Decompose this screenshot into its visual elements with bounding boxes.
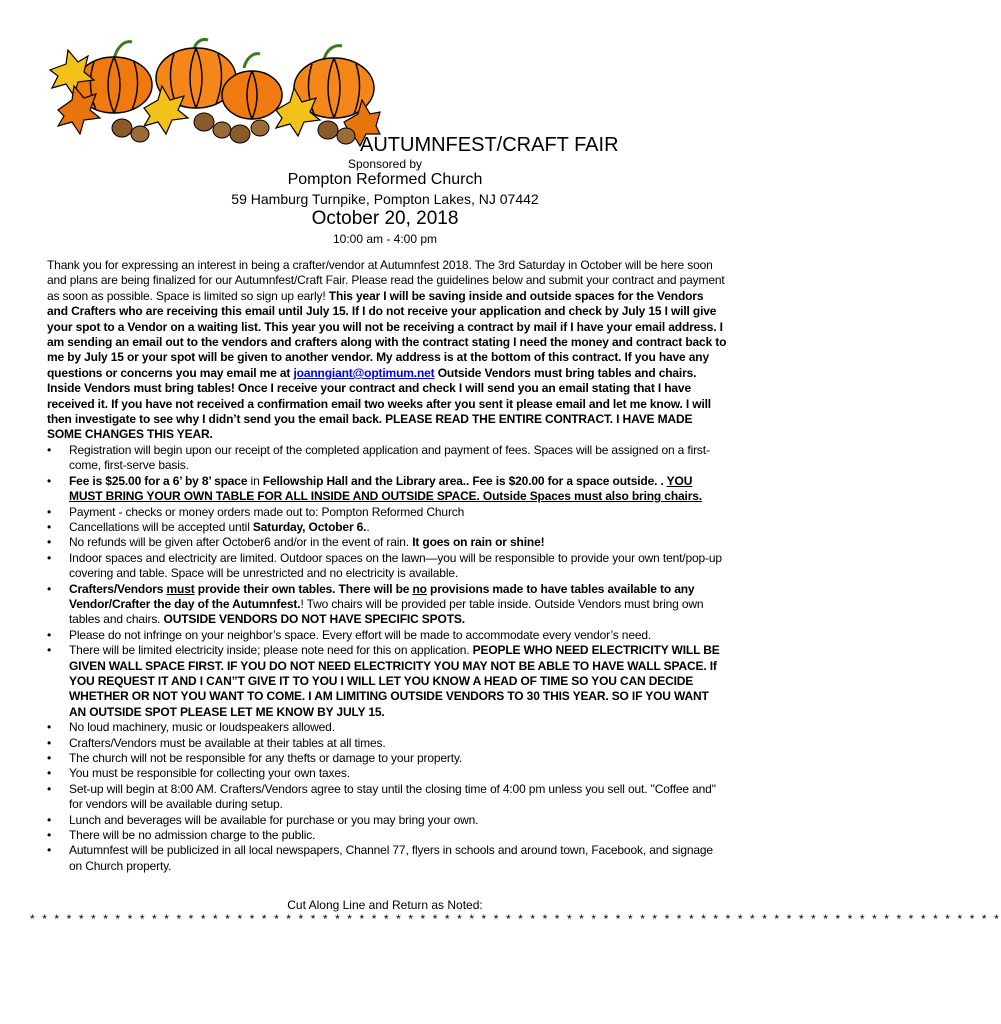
list-item-text: Please do not infringe on your neighbor’s space. Every effort will be made to accommodate every vendor’s need. [69, 627, 652, 642]
bullet: • [47, 627, 52, 642]
contract-body [47, 258, 727, 874]
cancellation-date: Saturday, October 6. [252, 519, 367, 534]
intro-paragraph [47, 258, 727, 443]
list-item-text: . [366, 519, 370, 534]
bullet: • [47, 643, 52, 658]
fee-inside-text: Fee is $25.00 for a 6’ by 8’ space [69, 473, 251, 488]
list-item [47, 474, 727, 505]
list-item-text: Lunch and beverages will be available for purchase or you may bring your own. [69, 812, 479, 827]
list-item [47, 443, 727, 474]
list-item-text: Cancellations will be accepted until [69, 519, 253, 534]
rain-or-shine: It goes on rain or shine! [412, 535, 545, 550]
outside-vendors-notice: OUTSIDE VENDORS DO NOT HAVE SPECIFIC SPOTS. [163, 612, 465, 627]
bullet: • [47, 812, 52, 827]
pumpkins [76, 48, 374, 119]
bullet: • [47, 473, 52, 488]
bullet: • [47, 751, 52, 765]
sponsored-by: Sponsored by [347, 157, 423, 171]
list-item-text: Set-up will begin at 8:00 AM. Crafters/Vendors agree to stay until the closing time of 4:00 pm unless you sell out. "Coffee and" for vendors will be available during setup. [69, 781, 716, 812]
bullet: • [47, 843, 52, 858]
list-item [47, 828, 727, 843]
cut-line-label: Cut Along Line and Return as Noted: [287, 898, 483, 912]
guidelines-list [47, 443, 727, 874]
bullet: • [47, 504, 52, 519]
list-item [47, 813, 727, 828]
list-item-text: ! Two chairs will be provided per table inside. Outside Vendors must bring own tables and chairs. [69, 596, 704, 627]
bullet: • [47, 735, 52, 750]
list-item-text: in [250, 473, 263, 488]
list-item-text: The church will not be responsible for any thefts or damage to your property. [69, 751, 463, 765]
autumn-clipart [44, 30, 380, 148]
church-address: 59 Hamburg Turnpike, Pompton Lakes, NJ 07442 [231, 191, 539, 207]
bullet: • [47, 442, 52, 457]
list-item [47, 520, 727, 535]
list-item [47, 751, 727, 766]
list-item [47, 643, 727, 720]
page-title: AUTUMNFEST/CRAFT FAIR [360, 134, 619, 156]
cut-line-stars: * * * * * * * * * * * * * * * * * * * * * * * * * * * * * * * * * * * * * * * * * * * * * * * * * * * * * * * * * * * * * * * * * * * * * * * * * * * * * * * * [30, 912, 1001, 926]
intro-text: Thank you for expressing an interest in being a crafter/vendor at Autumnfest 2018. The 3rd Saturday in October will be here soon and plans are being finalized for our Autumnfest/Craft Fair. Please read the guidelines below and submit your contract and payment as soon as possible. Space is limited so sign up early! [47, 258, 725, 303]
list-item-text: no [412, 581, 427, 596]
list-item [47, 736, 727, 751]
event-date: October 20, 2018 [311, 208, 459, 229]
list-item [47, 720, 727, 735]
intro-bold-text-2: Outside Vendors must bring tables and chairs. Inside Vendors must bring tables! Once I receive your contract and check I will send you an email stating that I have received it. If you have not received a confirmation email two weeks after you sent it please email and let me know. I will then investigate to see why I didn’t send you the email back. PLEASE READ THE ENTIRE CONTRACT. I HAVE MADE SOME CHANGES THIS YEAR. [47, 365, 711, 442]
bring-table-notice: YOU MUST BRING YOUR OWN TABLE FOR ALL INSIDE AND OUTSIDE SPACE. Outside Spaces must also bring chairs. [69, 473, 702, 504]
list-item [47, 505, 727, 520]
list-item-text: Registration will begin upon our receipt of the completed application and payment of fees. Spaces will be assigned on a first-come, first-serve basis. [69, 442, 710, 473]
list-item-text: No refunds will be given after October6 and/or in the event of rain. [69, 535, 413, 550]
list-item [47, 582, 727, 628]
list-item-text: Crafters/Vendors [69, 581, 167, 596]
bullet: • [47, 781, 52, 796]
list-item [47, 843, 727, 874]
list-item-text: You must be responsible for collecting your own taxes. [69, 766, 350, 781]
bullet: • [47, 828, 52, 843]
list-item [47, 551, 727, 582]
list-item [47, 782, 727, 813]
list-item-text: must [166, 581, 195, 596]
bullet: • [47, 581, 52, 596]
list-item [47, 628, 727, 643]
fee-outside-text: Fellowship Hall and the Library area.. Fee is $20.00 for a space outside. . [262, 473, 667, 488]
list-item-text: provisions made to have tables available to any Vendor/Crafter the day of the Autumnfest. [69, 581, 695, 611]
electricity-notice: PEOPLE WHO NEED ELECTRICITY WILL BE GIVEN WALL SPACE FIRST. IF YOU DO NOT NEED ELECTRICITY YOU MAY NOT BE ABLE TO HAVE WALL SPACE. If YOU REQUEST IT AND I CAN”T GIVE IT TO YOU I WILL LET YOU KNOW A HEAD OF TIME SO YOU CAN DECIDE WHETHER OR NOT YOU WANT TO COME. I AM LIMITING OUTSIDE VENDORS TO 30 THIS YEAR. SO IF YOU WANT AN OUTSIDE SPOT PLEASE LET ME KNOW BY JULY 15. [69, 643, 720, 719]
bullet: • [47, 519, 52, 534]
intro-bold-text: This year I will be saving inside and outside spaces for the Vendors and Crafters who are receiving this email until July 15. If I do not receive your application and check by July 15 I will give your spot to a Vendor on a waiting list. This year you will not be receiving a contract by mail if I have your email address. I am sending an email out to the vendors and crafters along with the contract stating I need the money and contract back to me by July 15 or your spot will be given to another vendor. My address is at the bottom of this contract. If you have any questions or concerns you may email me at [47, 288, 727, 380]
church-name: Pompton Reformed Church [287, 171, 483, 188]
list-item [47, 535, 727, 550]
list-item [47, 766, 727, 781]
email-link[interactable]: joanngiant@optimum.net [293, 365, 435, 380]
list-item-text: Autumnfest will be publicized in all local newspapers, Channel 77, flyers in schools and around town, Facebook, and signage on Church property. [69, 843, 713, 873]
list-item-text: There will be limited electricity inside; please note need for this on application. [69, 643, 473, 658]
bullet: • [47, 766, 52, 781]
list-item-text: No loud machinery, music or loudspeakers allowed. [69, 720, 335, 735]
list-item-text: There will be no admission charge to the public. [69, 828, 316, 843]
bullet: • [47, 720, 52, 735]
list-item-text: Crafters/Vendors must be available at their tables at all times. [69, 735, 386, 750]
bullet: • [47, 550, 52, 565]
list-item-text: provide their own tables. There will be [194, 581, 413, 596]
list-item-text: Indoor spaces and electricity are limited. Outdoor spaces on the lawn—you will be responsible to provide your own tent/pop-up covering and table. Space will be unrestricted and no electricity is available. [69, 550, 722, 581]
list-item-text: Payment - checks or money orders made out to: Pompton Reformed Church [69, 504, 465, 519]
event-time: 10:00 am - 4:00 pm [332, 232, 438, 246]
bullet: • [47, 535, 52, 550]
